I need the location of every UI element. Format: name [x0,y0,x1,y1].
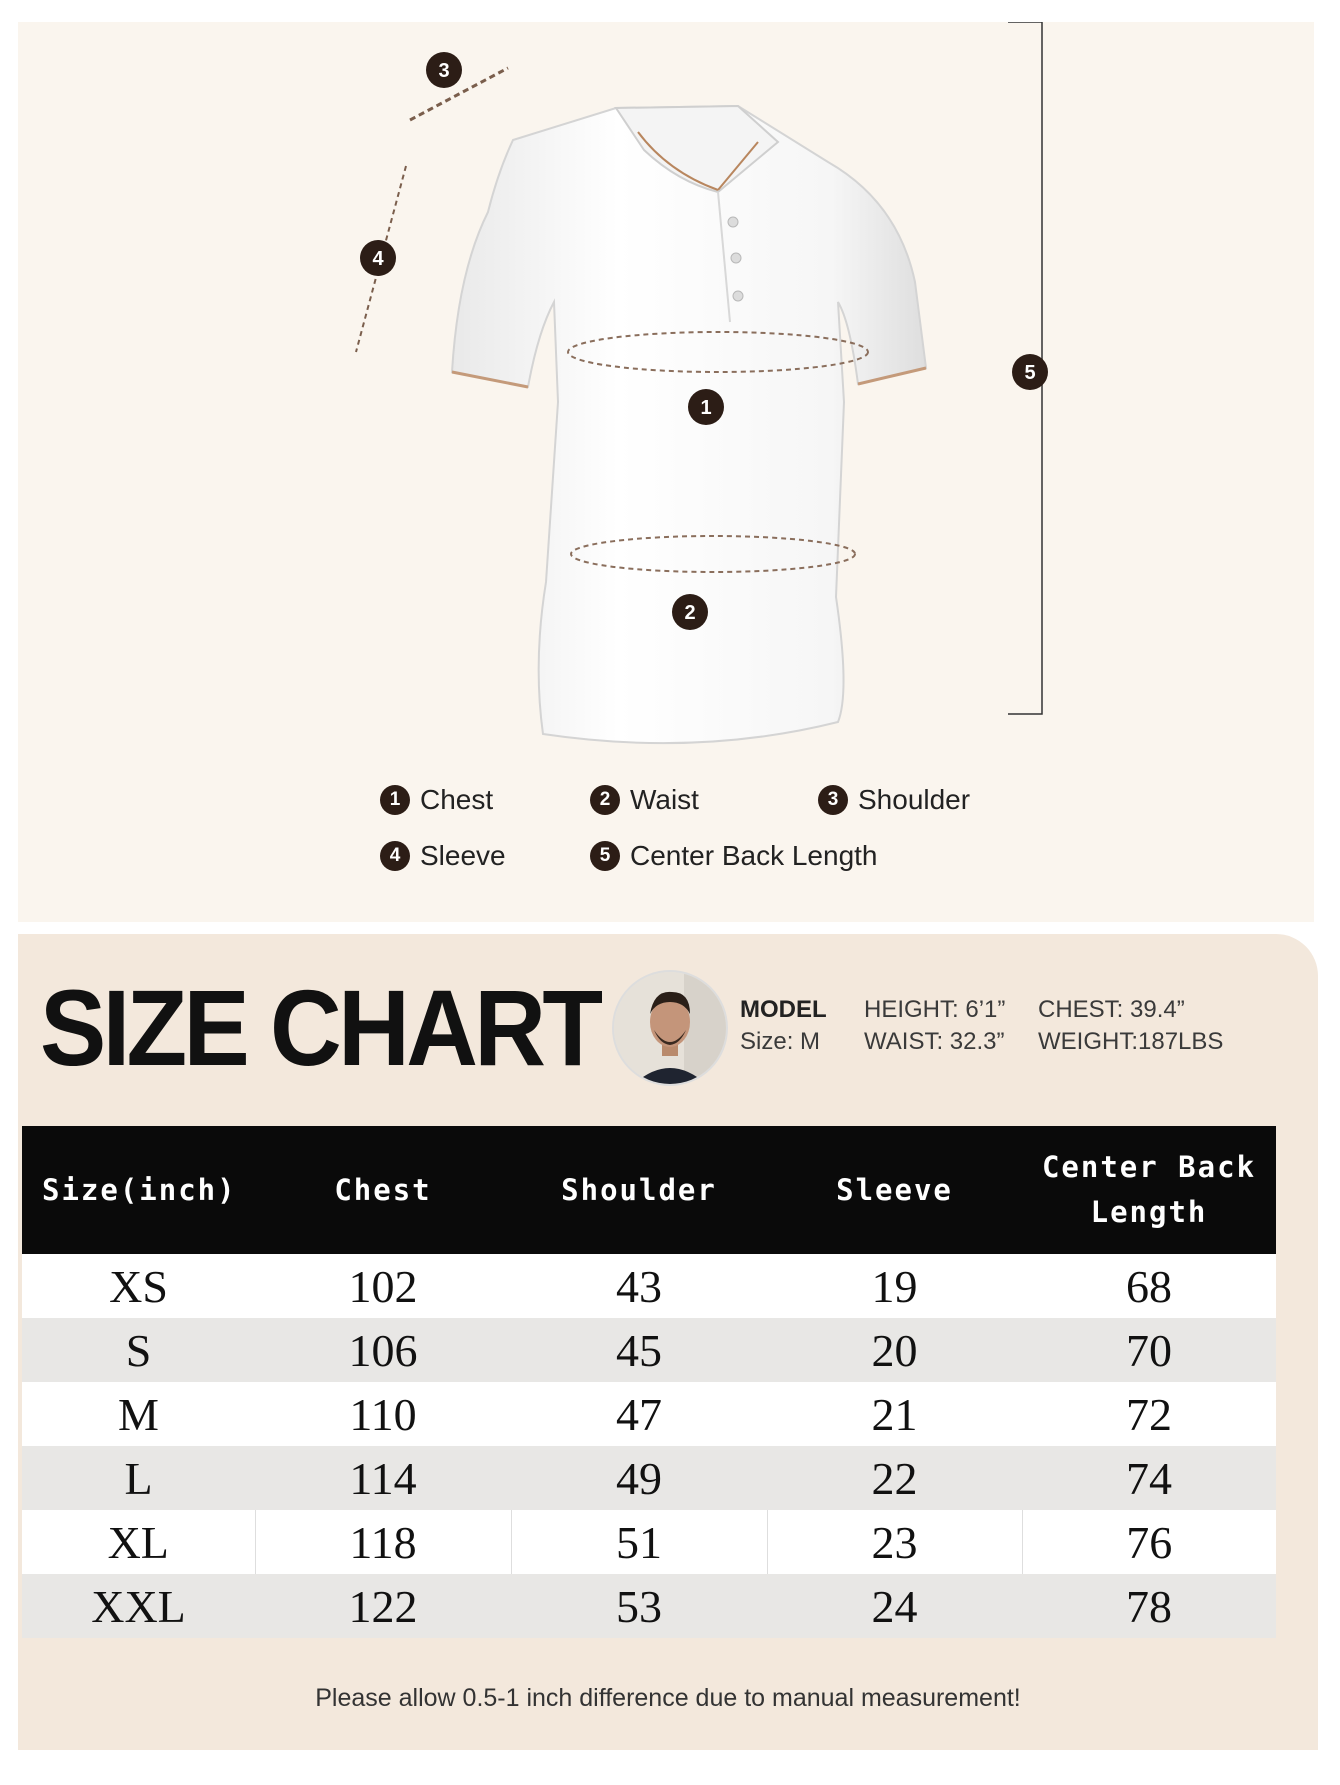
measurement-note: Please allow 0.5-1 inch difference due to manual measurement! [315,1684,1021,1712]
legend-badge: 4 [380,841,410,871]
table-header-row [22,1126,1276,1254]
cell-sleeve: 23 [767,1510,1022,1574]
marker-3-label: 3 [438,60,450,82]
size-chart-title: SIZE CHART [40,967,600,1088]
cell-chest: 106 [255,1318,511,1382]
cell-chest: 102 [255,1254,511,1318]
cell-length: 68 [1022,1254,1276,1318]
cell-sleeve: 20 [767,1318,1022,1382]
cell-length: 76 [1022,1510,1276,1574]
cell-length: 74 [1022,1446,1276,1510]
polo-shirt-body [452,106,926,743]
model-label: MODEL [740,996,827,1023]
cell-size: S [22,1318,255,1382]
table-row [22,1574,1276,1638]
legend-badge: 1 [380,785,410,815]
cell-sleeve: 22 [767,1446,1022,1510]
cell-shoulder: 43 [511,1254,767,1318]
model-size: Size: M [740,1028,821,1055]
legend-badge: 3 [818,785,848,815]
cell-chest: 118 [255,1510,511,1574]
legend-label: Waist [630,784,699,815]
model-height: HEIGHT: 6’1” [864,996,1006,1023]
cell-length: 78 [1022,1574,1276,1638]
cell-length: 72 [1022,1382,1276,1446]
cell-shoulder: 45 [511,1318,767,1382]
header-chest: Chest [255,1126,511,1254]
cell-chest: 114 [255,1446,511,1510]
model-chest: CHEST: 39.4” [1038,996,1185,1023]
model-waist: WAIST: 32.3” [864,1028,1005,1055]
cell-shoulder: 49 [511,1446,767,1510]
cell-shoulder: 53 [511,1574,767,1638]
cell-sleeve: 24 [767,1574,1022,1638]
cell-size: M [22,1382,255,1446]
model-measurements-2 [1038,994,1223,1058]
legend-badge: 2 [590,785,620,815]
cell-chest: 110 [255,1382,511,1446]
marker-4-label: 4 [372,248,384,270]
legend-label: Shoulder [858,784,971,815]
measurement-diagram [18,22,1314,922]
cell-sleeve: 21 [767,1382,1022,1446]
legend-label: Sleeve [420,840,506,871]
cell-sleeve: 19 [767,1254,1022,1318]
table-row [22,1446,1276,1510]
cell-chest: 122 [255,1574,511,1638]
cell-size: XXL [22,1574,255,1638]
model-measurements-1 [864,994,1005,1058]
marker-1-label: 1 [700,397,712,419]
header-shoulder: Shoulder [511,1126,767,1254]
header-size: Size(inch) [22,1126,255,1254]
table-row [22,1510,1276,1574]
cell-shoulder: 47 [511,1382,767,1446]
model-avatar [612,970,728,1086]
size-chart-panel [18,934,1318,1750]
legend-label: Chest [420,784,494,815]
table-row [22,1382,1276,1446]
cell-shoulder: 51 [511,1510,767,1574]
cell-length: 70 [1022,1318,1276,1382]
shirt-illustration [18,22,1314,922]
cell-size: XS [22,1254,255,1318]
table-row [22,1254,1276,1318]
legend-badge: 5 [590,841,620,871]
legend-label: Center Back Length [630,840,878,871]
marker-2-label: 2 [684,602,696,624]
model-info [740,994,827,1058]
header-sleeve: Sleeve [767,1126,1022,1254]
cell-size: XL [22,1510,255,1574]
cell-size: L [22,1446,255,1510]
header-center-back-length: Center Back Length [1022,1126,1276,1254]
table-row [22,1318,1276,1382]
model-weight: WEIGHT:187LBS [1038,1028,1224,1055]
marker-5-label: 5 [1024,362,1036,384]
size-table [22,1126,1276,1638]
